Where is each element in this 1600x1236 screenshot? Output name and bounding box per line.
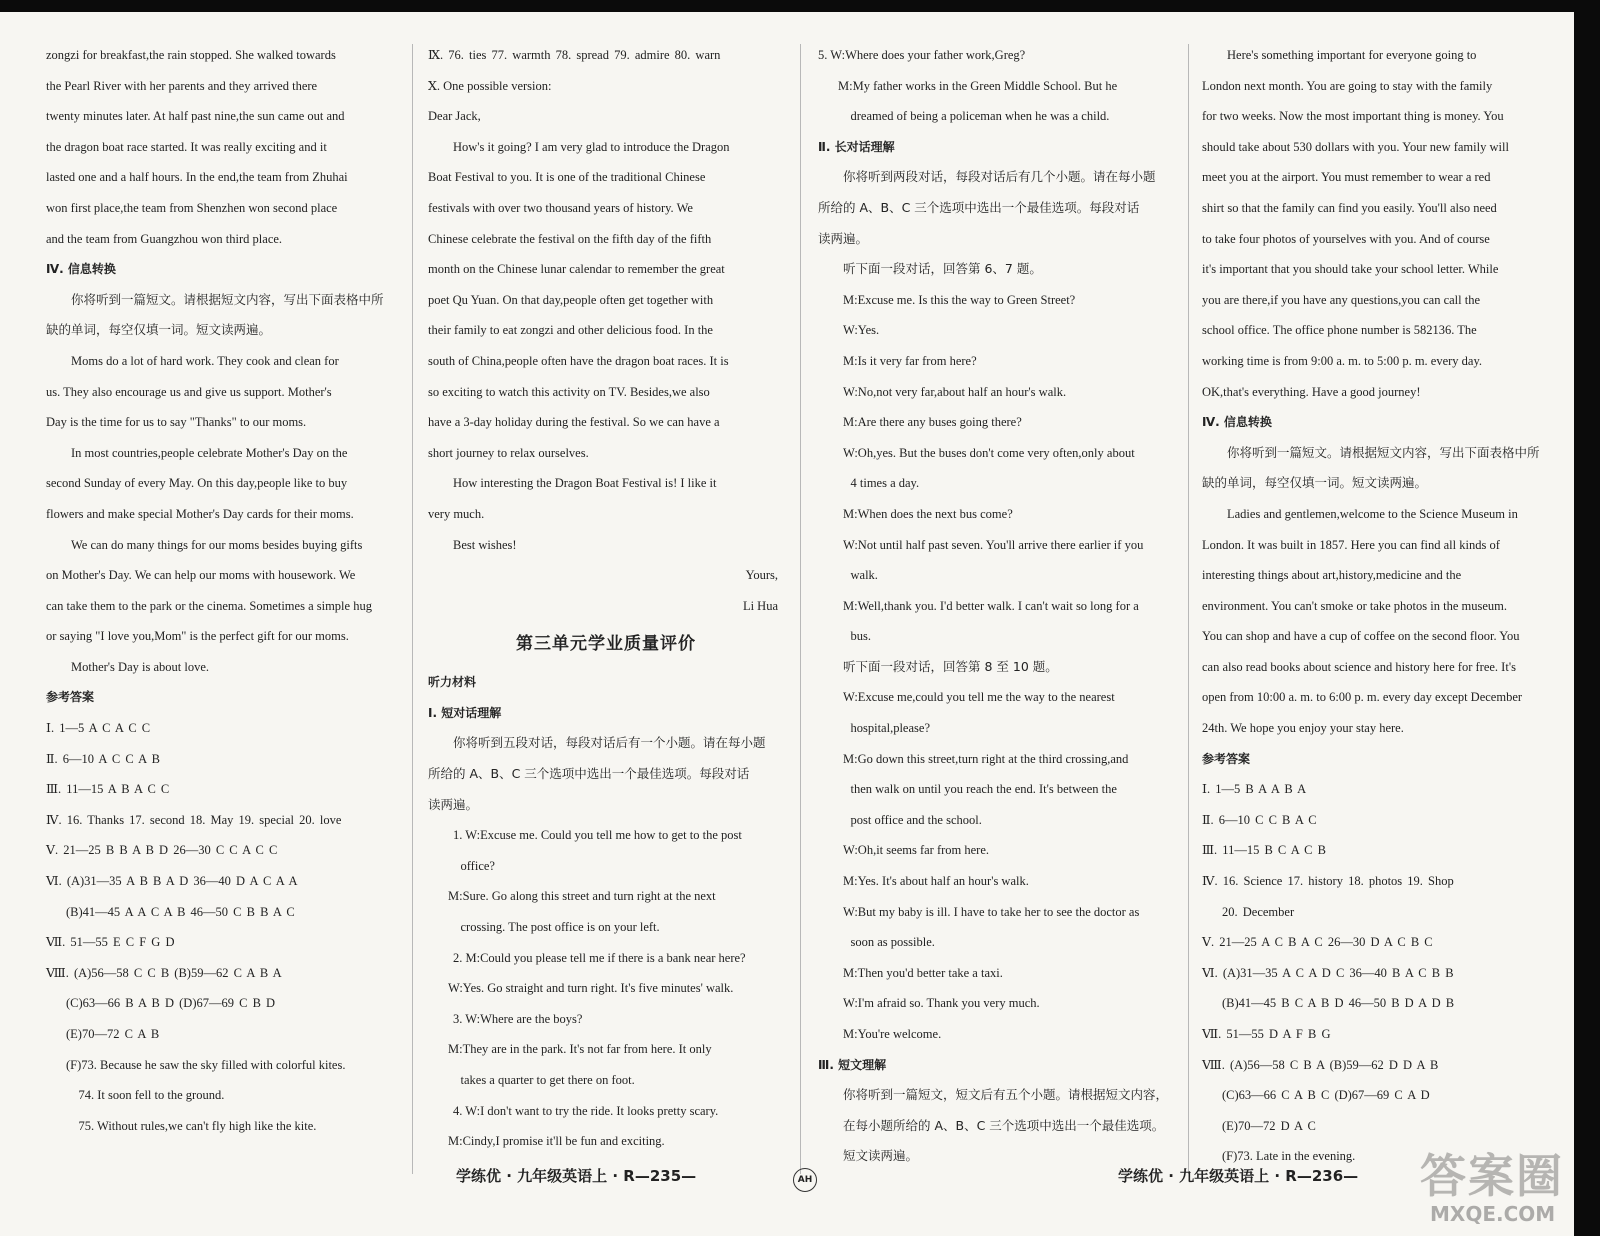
section-heading: 参考答案 (46, 690, 95, 705)
text-line: Chinese celebrate the festival on the fifth day of the fifth (428, 231, 712, 246)
text-line: 读两遍。 (818, 230, 869, 246)
text-line: 5. W:Where does your father work,Greg? (818, 48, 1026, 62)
text-line: W:Not until half past seven. You'll arrive there earlier if you (843, 537, 1144, 552)
text-line: Here's something important for everyone going to (1227, 48, 1477, 62)
text-line: 你将听到一篇短文，短文后有五个小题。请根据短文内容， (843, 1087, 1169, 1103)
column-2 (428, 40, 784, 1157)
text-line: second Sunday of every May. On this day,people like to buy (46, 476, 348, 491)
text-line: Ⅴ. 21—25 A C B A C 26—30 D A C B C (1202, 935, 1433, 950)
text-line: Ⅰ. 1—5 B A A B A (1202, 782, 1307, 797)
text-line: 你将听到两段对话，每段对话后有几个小题。请在每小题 (843, 169, 1156, 185)
text-line: hospital,please? (850, 721, 930, 736)
text-line: We can do many things for our moms besides buying gifts (71, 537, 363, 552)
text-line: M:Yes. It's about half an hour's walk. (843, 874, 1029, 889)
text-line: soon as possible. (850, 935, 935, 950)
text-line: M:Are there any buses going there? (843, 415, 1022, 430)
text-line: then walk on until you reach the end. It's between the (850, 782, 1117, 797)
text-line: very much. (428, 506, 485, 521)
text-line: Ⅴ. 21—25 B B A B D 26—30 C C A C C (46, 843, 278, 858)
text-line: school office. The office phone number is 582136. The (1202, 323, 1477, 338)
section-heading: 听力材料 (428, 675, 477, 690)
text-line: 4. W:I don't want to try the ride. It looks pretty scary. (453, 1103, 719, 1118)
text-line: M:When does the next bus come? (843, 506, 1013, 521)
text-line: office? (460, 858, 495, 873)
publisher-badge: AH (793, 1168, 817, 1192)
text-line: 缺的单词，每空仅填一词。短文读两遍。 (1202, 475, 1428, 491)
text-line: W:Yes. Go straight and turn right. It's five minutes' walk. (448, 981, 734, 996)
text-line: Ⅳ. 16. Science 17. history 18. photos 19. Shop (1202, 874, 1454, 889)
page-footer-right: 学练优 · 九年级英语上 · R—236— (1118, 1167, 1359, 1185)
text-line: bus. (850, 629, 871, 644)
text-line: Ⅰ. 1—5 A C A C C (46, 721, 151, 736)
text-line: crossing. The post office is on your left. (460, 920, 660, 935)
scan-right-edge (1574, 0, 1600, 1236)
section-heading: Ⅳ. 信息转换 (46, 262, 116, 277)
text-line: M:Excuse me. Is this the way to Green Street? (843, 292, 1076, 307)
text-line: M:They are in the park. It's not far from here. It only (448, 1042, 712, 1057)
text-line: environment. You can't smoke or take photos in the museum. (1202, 598, 1507, 613)
page-footer-left: 学练优 · 九年级英语上 · R—235— (456, 1167, 697, 1185)
text-line: post office and the school. (850, 812, 982, 827)
text-line: W:Excuse me,could you tell me the way to the nearest (843, 690, 1115, 705)
text-line: open from 10:00 a. m. to 6:00 p. m. every day except December (1202, 690, 1523, 705)
text-line: 听下面一段对话，回答第 8 至 10 题。 (843, 658, 1058, 674)
text-line: can take them to the park or the cinema. Sometimes a simple hug (46, 598, 372, 613)
text-line: Ⅷ. (A)56—58 C B A (B)59—62 D D A B (1202, 1057, 1439, 1072)
column-divider (800, 44, 801, 1174)
section-heading: 第三单元学业质量评价 (516, 634, 696, 655)
text-line: M:Then you'd better take a taxi. (843, 965, 1003, 980)
text-line: shirt so that the family can find you easily. You'll also need (1202, 200, 1497, 215)
text-line: M:Sure. Go along this street and turn right at the next (448, 889, 716, 904)
text-line: W:Yes. (843, 323, 880, 338)
text-line: flowers and make special Mother's Day cards for their moms. (46, 506, 354, 521)
text-line: 你将听到五段对话，每段对话后有一个小题。请在每小题 (453, 735, 766, 751)
text-line: M:Is it very far from here? (843, 353, 977, 368)
text-line: us. They also encourage us and give us support. Mother's (46, 384, 332, 399)
text-line: 4 times a day. (850, 476, 920, 491)
text-line: (B)41—45 B C A B D 46—50 B D A D B (1222, 996, 1455, 1011)
text-line: should take about 530 dollars with you. Your new family will (1202, 139, 1509, 154)
text-line: Dear Jack, (428, 109, 481, 124)
text-line: 你将听到一篇短文。请根据短文内容，写出下面表格中所 (71, 291, 384, 307)
text-line: lasted one and a half hours. In the end,the team from Zhuhai (46, 170, 348, 185)
text-line: (F)73. Late in the evening. (1222, 1149, 1356, 1164)
text-line: W:No,not very far,about half an hour's walk. (843, 384, 1067, 399)
text-line: Boat Festival to you. It is one of the traditional Chinese (428, 170, 706, 185)
text-line: 3. W:Where are the boys? (453, 1011, 583, 1026)
text-line: Ladies and gentlemen,welcome to the Science Museum in (1227, 506, 1518, 521)
text-line: and the team from Guangzhou won third place. (46, 231, 283, 246)
text-line: you are there,if you have any questions,you can call the (1202, 292, 1481, 307)
text-line: OK,that's everything. Have a good journey! (1202, 384, 1421, 399)
section-heading: Ⅱ. 长对话理解 (818, 139, 895, 154)
text-line: 在每小题所给的 A、B、C 三个选项中选出一个最佳选项。 (843, 1117, 1165, 1133)
text-line: south of China,people often have the dragon boat races. It is (428, 353, 729, 368)
text-line: London next month. You are going to stay with the family (1202, 78, 1493, 93)
text-line: Ⅶ. 51—55 E C F G D (46, 935, 175, 950)
watermark-url: MXQE.COM (1430, 1202, 1556, 1226)
text-line: 75. Without rules,we can't fly high like the kite. (78, 1118, 317, 1133)
text-line: (E)70—72 D A C (1222, 1118, 1316, 1133)
text-line: (F)73. Because he saw the sky filled with colorful kites. (66, 1057, 346, 1072)
text-line: short journey to relax ourselves. (428, 445, 589, 460)
text-line: 74. It soon fell to the ground. (78, 1088, 225, 1103)
column-divider (1188, 44, 1189, 1174)
text-line: month on the Chinese lunar calendar to remember the great (428, 262, 725, 277)
text-line: Ⅶ. 51—55 D A F B G (1202, 1027, 1331, 1041)
text-line: 1. W:Excuse me. Could you tell me how to get to the post (453, 828, 742, 843)
column-1 (46, 40, 396, 1141)
text-line: 24th. We hope you enjoy your stay here. (1202, 721, 1404, 736)
text-line: interesting things about art,history,medicine and the (1202, 568, 1462, 583)
text-line: Yours, (745, 568, 778, 583)
column-3 (818, 40, 1176, 1172)
text-line: Ⅱ. 6—10 C C B A C (1202, 812, 1317, 827)
text-line: W:I'm afraid so. Thank you very much. (843, 996, 1040, 1011)
text-line: twenty minutes later. At half past nine,the sun came out and (46, 109, 345, 124)
text-line: Ⅲ. 11—15 A B A C C (46, 782, 170, 797)
column-divider (412, 44, 413, 1174)
section-heading: Ⅲ. 短文理解 (818, 1057, 887, 1072)
text-line: In most countries,people celebrate Mother's Day on the (71, 445, 348, 460)
text-line: Day is the time for us to say "Thanks" to our moms. (46, 415, 307, 430)
text-line: can also read books about science and history here for free. It's (1202, 659, 1516, 674)
text-line: the Pearl River with her parents and they arrived there (46, 78, 318, 93)
text-line: on Mother's Day. We can help our moms with housework. We (46, 568, 356, 583)
text-line: Li Hua (742, 598, 778, 613)
text-line: Mother's Day is about love. (71, 659, 209, 674)
text-line: Best wishes! (453, 537, 517, 552)
text-line: dreamed of being a policeman when he was a child. (850, 109, 1110, 124)
text-line: How's it going? I am very glad to introduce the Dragon (453, 139, 730, 154)
text-line: takes a quarter to get there on foot. (460, 1073, 635, 1087)
text-line: (B)41—45 A A C A B 46—50 C B B A C (66, 904, 295, 919)
text-line: 20. December (1222, 904, 1295, 919)
text-line: the dragon boat race started. It was really exciting and it (46, 139, 327, 154)
text-line: (C)63—66 B A B D (D)67—69 C B D (66, 996, 276, 1011)
text-line: 听下面一段对话，回答第 6、7 题。 (843, 261, 1042, 277)
text-line: for two weeks. Now the most important thing is money. You (1202, 109, 1504, 124)
text-line: it's important that you should take your school letter. While (1202, 262, 1499, 277)
text-line: zongzi for breakfast,the rain stopped. She walked towards (46, 48, 336, 62)
text-line: Moms do a lot of hard work. They cook and clean for (71, 353, 339, 368)
text-line: walk. (850, 568, 878, 583)
text-line: their family to eat zongzi and other delicious food. In the (428, 323, 713, 338)
text-line: meet you at the airport. You must remember to wear a red (1202, 170, 1491, 185)
scan-top-edge (0, 0, 1600, 12)
text-line: won first place,the team from Shenzhen won second place (46, 200, 338, 215)
text-line: 2. M:Could you please tell me if there is a bank near here? (453, 950, 746, 965)
text-line: W:Oh,yes. But the buses don't come very often,only about (843, 445, 1135, 460)
section-heading: 参考答案 (1202, 751, 1251, 766)
section-heading: Ⅳ. 信息转换 (1202, 415, 1272, 430)
text-line: Ⅸ. 76. ties 77. warmth 78. spread 79. admire 80. warn (428, 48, 721, 62)
text-line: You can shop and have a cup of coffee on the second floor. You (1202, 629, 1520, 644)
text-line: Ⅲ. 11—15 B C A C B (1202, 843, 1326, 858)
text-line: M:Cindy,I promise it'll be fun and exciting. (448, 1134, 665, 1149)
text-line: 所给的 A、B、C 三个选项中选出一个最佳选项。每段对话 (428, 766, 750, 782)
text-line: working time is from 9:00 a. m. to 5:00 p. m. every day. (1202, 353, 1483, 368)
text-line: M:You're welcome. (843, 1027, 942, 1041)
text-line: so exciting to watch this activity on TV. Besides,we also (428, 384, 710, 399)
text-line: Ⅹ. One possible version: (428, 78, 552, 93)
text-line: M:Well,thank you. I'd better walk. I can't wait so long for a (843, 598, 1139, 613)
text-line: M:My father works in the Green Middle School. But he (838, 78, 1118, 93)
text-line: Ⅷ. (A)56—58 C C B (B)59—62 C A B A (46, 965, 282, 980)
text-line: 你将听到一篇短文。请根据短文内容，写出下面表格中所 (1227, 444, 1540, 460)
text-line: 所给的 A、B、C 三个选项中选出一个最佳选项。每段对话 (818, 199, 1140, 215)
watermark (1420, 1140, 1580, 1230)
text-line: M:Go down this street,turn right at the third crossing,and (843, 751, 1129, 766)
text-line: Ⅵ. (A)31—35 A C A D C 36—40 B A C B B (1202, 965, 1454, 980)
text-line: 短文读两遍。 (843, 1148, 919, 1164)
text-line: Ⅳ. 16. Thanks 17. second 18. May 19. special 20. love (46, 812, 342, 827)
text-line: (C)63—66 C A B C (D)67—69 C A D (1222, 1088, 1430, 1103)
text-line: 缺的单词，每空仅填一词。短文读两遍。 (46, 322, 272, 338)
column-4 (1202, 40, 1568, 1172)
text-line: poet Qu Yuan. On that day,people often get together with (428, 292, 714, 307)
text-line: London. It was built in 1857. Here you can find all kinds of (1202, 537, 1500, 552)
text-line: to take four photos of yourselves with you. And of course (1202, 231, 1490, 246)
text-line: W:Oh,it seems far from here. (843, 843, 990, 858)
text-line: Ⅵ. (A)31—35 A B B A D 36—40 D A C A A (46, 874, 298, 889)
text-line: Ⅱ. 6—10 A C C A B (46, 751, 160, 766)
text-line: have a 3-day holiday during the festival. So we can have a (428, 415, 720, 430)
text-line: or saying "I love you,Mom" is the perfect gift for our moms. (46, 629, 349, 644)
text-line: (E)70—72 C A B (66, 1027, 160, 1041)
text-line: festivals with over two thousand years of history. We (428, 200, 693, 215)
watermark-text: 答案圈 (1420, 1149, 1564, 1203)
text-line: 读两遍。 (428, 796, 479, 812)
text-line: W:But my baby is ill. I have to take her to see the doctor as (843, 904, 1140, 919)
text-line: How interesting the Dragon Boat Festival is! I like it (453, 476, 717, 491)
section-heading: Ⅰ. 短对话理解 (428, 705, 502, 720)
